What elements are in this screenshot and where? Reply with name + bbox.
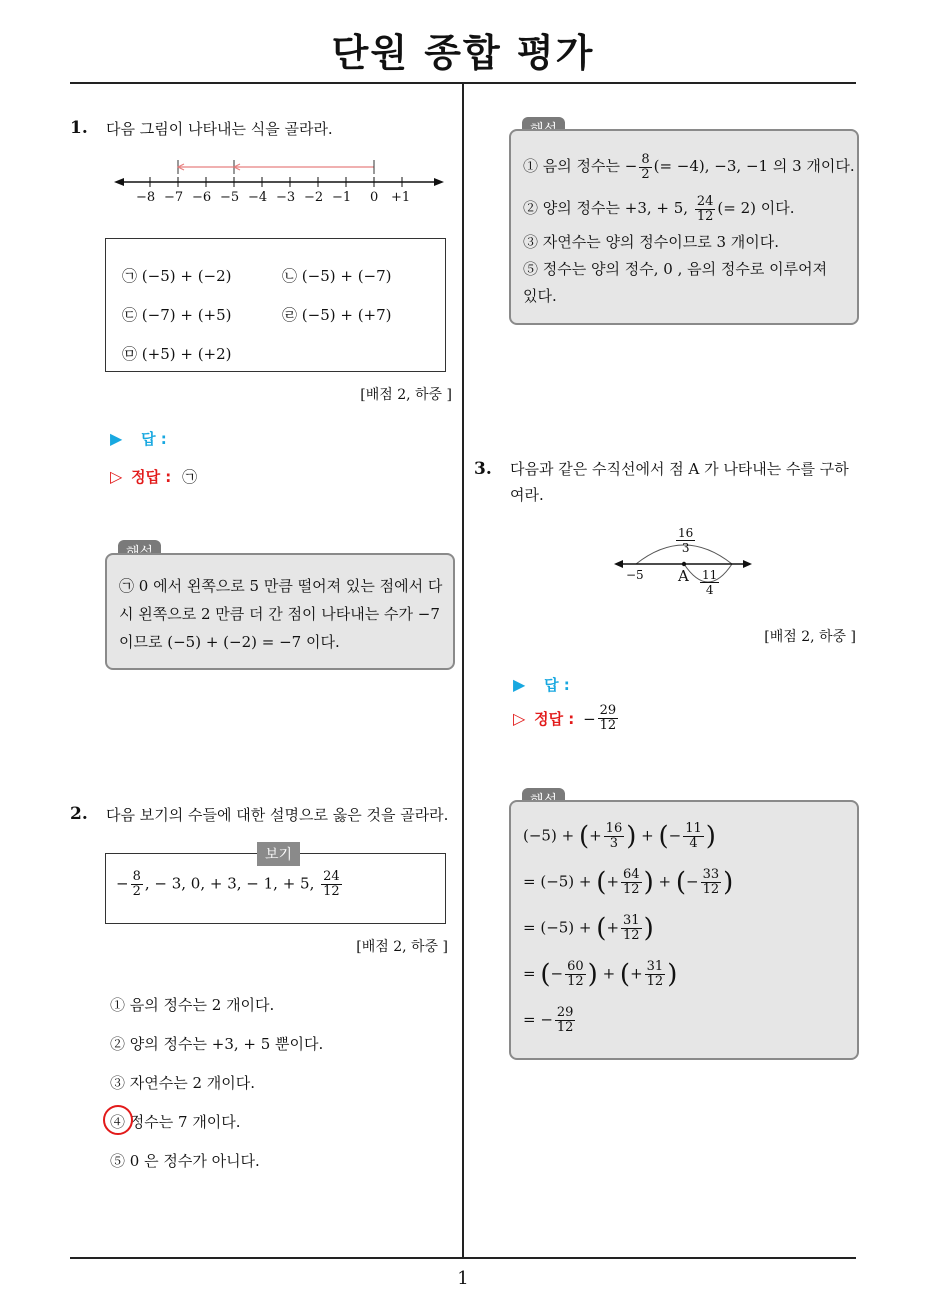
fraction-numerator: 60 (567, 959, 584, 974)
fraction-numerator: 24 (323, 869, 340, 884)
q1-answer-label: 답 : (141, 430, 167, 448)
q2-expl-line-4: ⑤ 정수는 양의 정수, 0 , 음의 정수로 이루어져 (523, 260, 828, 278)
q3-diagram-top-fraction (676, 526, 695, 555)
q1-choice-a[interactable]: ㉠ (−5) + (−2) (122, 267, 232, 285)
fraction-numerator: 31 (646, 959, 664, 974)
expl-text: = (−5) + (523, 918, 592, 937)
fraction-denominator: 12 (323, 884, 340, 899)
q3-answer-label: 답 : (544, 676, 570, 694)
sign: − (116, 874, 129, 893)
fraction-denominator: 12 (702, 882, 720, 897)
expl-text: (−5) + (523, 826, 575, 845)
q1-expl-line: 시 왼쪽으로 2 만큼 더 간 점이 나타내는 수가 −7 (119, 605, 440, 623)
fraction-denominator: 4 (689, 836, 698, 851)
q1-answer-row[interactable] (110, 428, 167, 449)
q2-option-2[interactable]: ② 양의 정수는 +3, + 5 뿐이다. (110, 1035, 324, 1053)
expl-text: = − (523, 1010, 553, 1029)
q2-explanation-box (509, 129, 859, 325)
selected-answer-circle-icon (103, 1105, 133, 1135)
q1-score: [배점 2, 하중 ] (360, 387, 452, 403)
q3-correct-sign: − (583, 709, 596, 728)
fraction-numerator: 33 (702, 867, 720, 882)
q3-score: [배점 2, 하중 ] (764, 629, 856, 645)
q2-expl-line-2 (523, 193, 795, 224)
q3-explanation-box (509, 800, 859, 1060)
q3-expl-row-1: (−5) + (+ $\frac{16}{3}$ ) + (− $\frac{11}{4}$ ) (523, 821, 716, 852)
expl-text: = (−5) + (523, 872, 592, 891)
q2-bogi-tag: 보기 (257, 842, 300, 866)
fraction-numerator: 31 (623, 913, 640, 928)
tick-label: −7 (164, 190, 184, 205)
q2-text: 다음 보기의 수들에 대한 설명으로 옳은 것을 골라라. (106, 806, 449, 824)
tick-label: −4 (248, 190, 268, 205)
fraction-denominator: 12 (556, 1020, 574, 1035)
tick-label: −8 (136, 190, 156, 205)
tick-label: −1 (332, 190, 352, 205)
q1-explanation-box (105, 553, 455, 670)
fraction-denominator: 2 (641, 166, 650, 182)
expl-text: ① 음의 정수는 − (523, 157, 638, 175)
q1-choice-b[interactable]: ㉡ (−5) + (−7) (282, 267, 392, 285)
fraction-numerator: 16 (605, 821, 623, 836)
expl-text: (= −4), −3, −1 의 3 개이다. (653, 157, 855, 175)
q1-correct-value: ㉠ (182, 468, 198, 486)
fraction-denominator: 12 (696, 208, 714, 224)
outline-triangle-icon: ▷ (110, 467, 123, 486)
fraction-numerator: 64 (623, 867, 640, 882)
q2-number: 2. (70, 804, 88, 824)
tick-label: −6 (192, 190, 212, 205)
q2-expl-line-1 (523, 151, 855, 182)
play-triangle-icon: ▶ (110, 429, 123, 448)
bogi-numbers: , − 3, 0, + 3, − 1, + 5, (144, 874, 315, 893)
fraction-denominator: 12 (646, 974, 664, 989)
q1-text: 다음 그림이 나타내는 식을 골라라. (106, 120, 333, 138)
fraction-numerator: 29 (599, 703, 617, 718)
tick-label: −2 (304, 190, 324, 205)
q3-expl-row-4: = (− $\frac{60}{12}$ ) + (+ $\frac{31}{12}$ ) (523, 959, 678, 990)
q3-diagram-bottom-fraction (700, 568, 719, 597)
q3-expl-row-2: = (−5) + (+ $\frac{64}{12}$ ) + (− $\frac{33}{12}$ ) (523, 867, 734, 898)
fraction-denominator: 3 (681, 541, 690, 555)
expl-text: = (523, 964, 536, 983)
tick-label: 0 (370, 190, 379, 205)
fraction-denominator: 12 (623, 882, 640, 897)
tick-label: +1 (391, 190, 411, 205)
q1-choice-d[interactable]: ㉣ (−5) + (+7) (282, 306, 392, 324)
page-number: 1 (457, 1268, 469, 1289)
q2-option-1[interactable]: ① 음의 정수는 2 개이다. (110, 996, 275, 1014)
q1-choice-c[interactable]: ㉢ (−7) + (+5) (122, 306, 232, 324)
column-divider (462, 82, 464, 1258)
fraction-denominator: 12 (599, 718, 617, 733)
fraction-numerator: 11 (685, 821, 702, 836)
q1-expl-line: 이므로 (−5) + (−2) = −7 이다. (119, 633, 340, 651)
outline-triangle-icon: ▷ (513, 709, 526, 728)
q1-choice-e[interactable]: ㉤ (+5) + (+2) (122, 345, 232, 363)
q3-diagram-point-a: A (678, 567, 689, 585)
fraction-numerator: 11 (702, 568, 718, 582)
q3-correct-label: 정답 : (534, 710, 575, 728)
q2-option-3[interactable]: ③ 자연수는 2 개이다. (110, 1074, 256, 1092)
fraction-denominator: 12 (623, 928, 640, 943)
fraction-denominator: 2 (132, 884, 141, 899)
tick-label: −3 (276, 190, 296, 205)
q3-expl-row-3: = (−5) + (+ $\frac{31}{12}$ ) (523, 913, 654, 944)
q1-correct-row (110, 466, 197, 487)
fraction-denominator: 4 (705, 583, 714, 597)
q3-number: 3. (474, 459, 492, 479)
q3-text-line-1: 다음과 같은 수직선에서 점 A 가 나타내는 수를 구하 (510, 460, 849, 478)
q1-tick-labels (112, 190, 452, 208)
q2-expl-line-3: ③ 자연수는 양의 정수이므로 3 개이다. (523, 233, 780, 251)
q2-expl-line-5: 있다. (523, 287, 557, 305)
q1-expl-line: ㉠ 0 에서 왼쪽으로 5 만큼 떨어져 있는 점에서 다 (119, 577, 443, 595)
expl-text: (= 2) 이다. (717, 199, 795, 217)
q1-choice-box (105, 238, 446, 372)
play-triangle-icon: ▶ (513, 675, 526, 694)
q1-correct-label: 정답 : (131, 468, 172, 486)
q3-correct-row (513, 704, 620, 733)
fraction-numerator: 8 (132, 869, 141, 884)
fraction-numerator: 24 (696, 193, 714, 209)
page-title: 단원 종합 평가 (331, 31, 595, 75)
fraction-numerator: 16 (678, 526, 694, 540)
q2-bogi-content (116, 870, 344, 899)
q3-text-line-2: 여라. (510, 486, 544, 504)
q2-option-4[interactable]: ④ 정수는 7 개이다. (110, 1113, 241, 1131)
expl-text: ② 양의 정수는 +3, + 5, (523, 199, 689, 217)
q2-score: [배점 2, 하중 ] (356, 939, 448, 955)
q3-expl-row-5 (523, 1006, 577, 1035)
q3-diagram-left-label: −5 (626, 568, 644, 582)
q3-answer-row[interactable] (513, 674, 570, 695)
fraction-denominator: 12 (567, 974, 584, 989)
fraction-numerator: 8 (641, 151, 650, 167)
footer-divider (70, 1257, 856, 1259)
fraction-numerator: 29 (556, 1005, 574, 1020)
q1-number: 1. (70, 118, 88, 138)
q2-option-5[interactable]: ⑤ 0 은 정수가 아니다. (110, 1152, 260, 1170)
fraction-denominator: 3 (609, 836, 619, 851)
tick-label: −5 (220, 190, 240, 205)
